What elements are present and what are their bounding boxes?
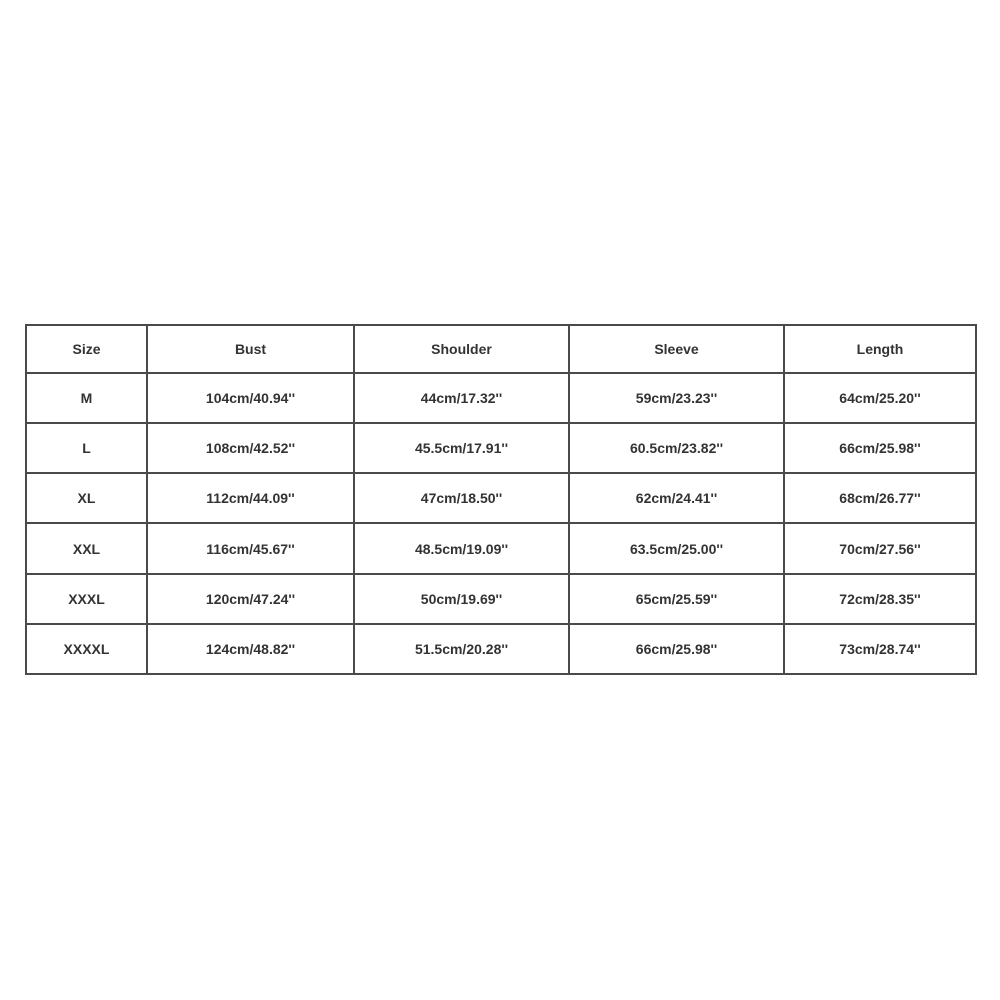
header-length: Length [784, 325, 976, 373]
table-row [26, 373, 976, 423]
shoulder-cell: 44cm/17.32'' [354, 373, 569, 423]
shoulder-cell: 50cm/19.69'' [354, 574, 569, 624]
table-row [26, 523, 976, 573]
sleeve-cell: 62cm/24.41'' [569, 473, 784, 523]
shoulder-cell: 51.5cm/20.28'' [354, 624, 569, 674]
bust-cell: 116cm/45.67'' [147, 523, 354, 573]
sleeve-cell: 59cm/23.23'' [569, 373, 784, 423]
size-cell: XXXL [26, 574, 147, 624]
header-shoulder: Shoulder [354, 325, 569, 373]
sleeve-cell: 63.5cm/25.00'' [569, 523, 784, 573]
table-row [26, 473, 976, 523]
length-cell: 70cm/27.56'' [784, 523, 976, 573]
table-header [26, 325, 976, 373]
header-sleeve: Sleeve [569, 325, 784, 373]
bust-cell: 124cm/48.82'' [147, 624, 354, 674]
size-cell: XL [26, 473, 147, 523]
size-cell: XXXXL [26, 624, 147, 674]
sleeve-cell: 60.5cm/23.82'' [569, 423, 784, 473]
size-cell: XXL [26, 523, 147, 573]
bust-cell: 112cm/44.09'' [147, 473, 354, 523]
length-cell: 64cm/25.20'' [784, 373, 976, 423]
bust-cell: 120cm/47.24'' [147, 574, 354, 624]
length-cell: 72cm/28.35'' [784, 574, 976, 624]
sleeve-cell: 66cm/25.98'' [569, 624, 784, 674]
header-size: Size [26, 325, 147, 373]
length-cell: 68cm/26.77'' [784, 473, 976, 523]
table-row [26, 423, 976, 473]
length-cell: 73cm/28.74'' [784, 624, 976, 674]
shoulder-cell: 47cm/18.50'' [354, 473, 569, 523]
length-cell: 66cm/25.98'' [784, 423, 976, 473]
size-chart-table [25, 324, 977, 675]
shoulder-cell: 45.5cm/17.91'' [354, 423, 569, 473]
bust-cell: 104cm/40.94'' [147, 373, 354, 423]
table-row [26, 574, 976, 624]
sleeve-cell: 65cm/25.59'' [569, 574, 784, 624]
bust-cell: 108cm/42.52'' [147, 423, 354, 473]
header-bust: Bust [147, 325, 354, 373]
size-cell: M [26, 373, 147, 423]
shoulder-cell: 48.5cm/19.09'' [354, 523, 569, 573]
header-row [26, 325, 976, 373]
size-cell: L [26, 423, 147, 473]
table-body [26, 373, 976, 674]
table-row [26, 624, 976, 674]
